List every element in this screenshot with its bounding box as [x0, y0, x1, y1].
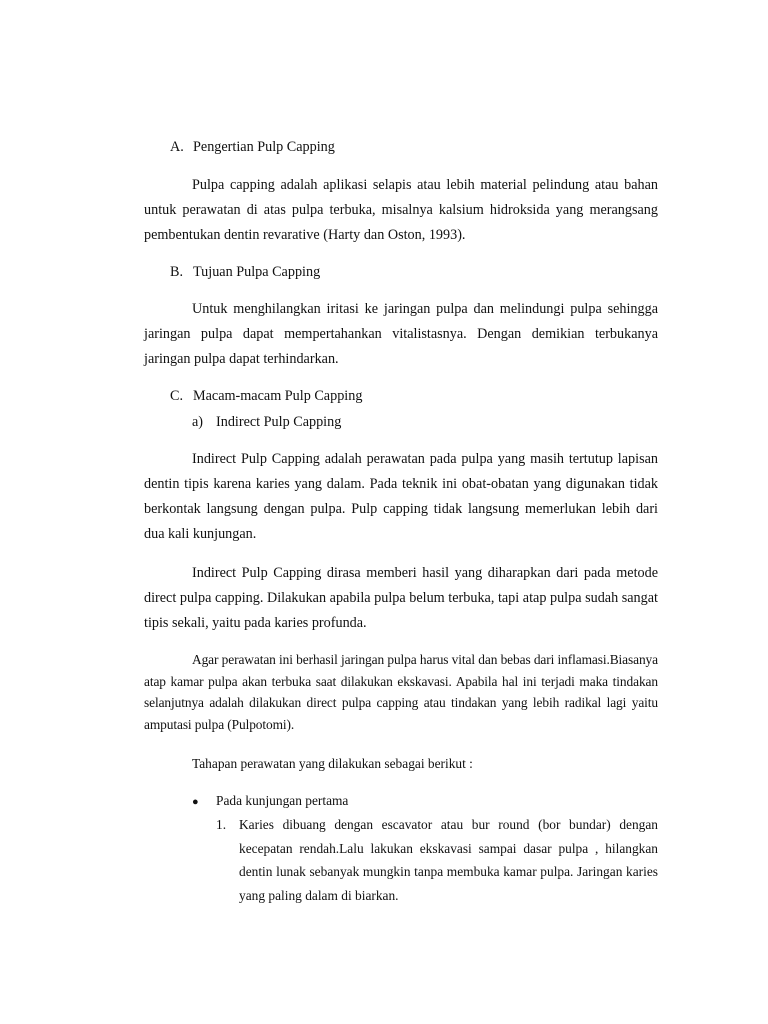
indirect-paragraph-1: Indirect Pulp Capping adalah perawatan pada pulpa yang masih tertutup lapisan dentin tipis karena karies yang dalam. Pada teknik ini obat-obatan yang digunakan tidak berkontak langsung dengan pulpa. Pulp capping tidak langsung memerlukan lebih dari dua kali kunjungan. — [144, 451, 658, 542]
section-b-marker: B. — [170, 264, 184, 280]
section-b-title: Tujuan Pulpa Capping — [193, 264, 321, 280]
section-c-heading — [170, 386, 362, 406]
section-a-marker: A. — [170, 139, 184, 155]
bullet-first-visit — [192, 791, 348, 812]
steps-intro: Tahapan perawatan yang dilakukan sebagai berikut : — [192, 756, 473, 771]
indirect-paragraph-3: Agar perawatan ini berhasil jaringan pulpa harus vital dan bebas dari inflamasi.Biasanya atap kamar pulpa akan terbuka saat dilakukan ekskavasi. Apabila hal ini terjadi maka tindakan selanjutnya adalah dilakukan direct pulpa capping atau tindakan yang lebih radikal lagi yaitu amputasi pulpa (Pulpotomi). — [144, 652, 658, 732]
subsection-a-heading — [192, 412, 341, 432]
section-a-heading — [170, 137, 335, 157]
step-1-number: 1. — [216, 817, 227, 832]
step-1 — [216, 813, 658, 907]
section-c-title: Macam-macam Pulp Capping — [193, 388, 363, 404]
section-a-title: Pengertian Pulp Capping — [193, 139, 335, 155]
indirect-paragraph-2: Indirect Pulp Capping dirasa memberi hasil yang diharapkan dari pada metode direct pulpa capping. Dilakukan apabila pulpa belum terbuka, tapi atap pulpa sudah sangat tipis sekali, yaitu pada karies profunda. — [144, 565, 658, 631]
subsection-a-marker: a) — [192, 414, 204, 430]
section-b-paragraph: Untuk menghilangkan iritasi ke jaringan pulpa dan melindungi pulpa sehingga jaringan pulpa dapat mempertahankan vitalistasnya. Dengan demikian terbukanya jaringan pulpa dapat terhindarkan. — [144, 301, 658, 367]
section-a-paragraph: Pulpa capping adalah aplikasi selapis atau lebih material pelindung atau bahan untuk perawatan di atas pulpa terbuka, misalnya kalsium hidroksida yang merangsang pembentukan dentin revarative (Harty dan Oston, 1993). — [144, 177, 658, 243]
step-1-text: Karies dibuang dengan escavator atau bur round (bor bundar) dengan kecepatan rendah.Lalu lakukan ekskavasi sampai dasar pulpa , hilangkan dentin lunak sebanyak mungkin tanpa membuka kamar pulpa. Jaringan karies yang paling dalam di biarkan. — [239, 817, 658, 903]
section-b-heading — [170, 262, 320, 282]
bullet-icon: ● — [192, 796, 199, 808]
bullet-label: Pada kunjungan pertama — [216, 793, 349, 808]
section-c-marker: C. — [170, 388, 184, 404]
subsection-a-title: Indirect Pulp Capping — [216, 414, 342, 430]
